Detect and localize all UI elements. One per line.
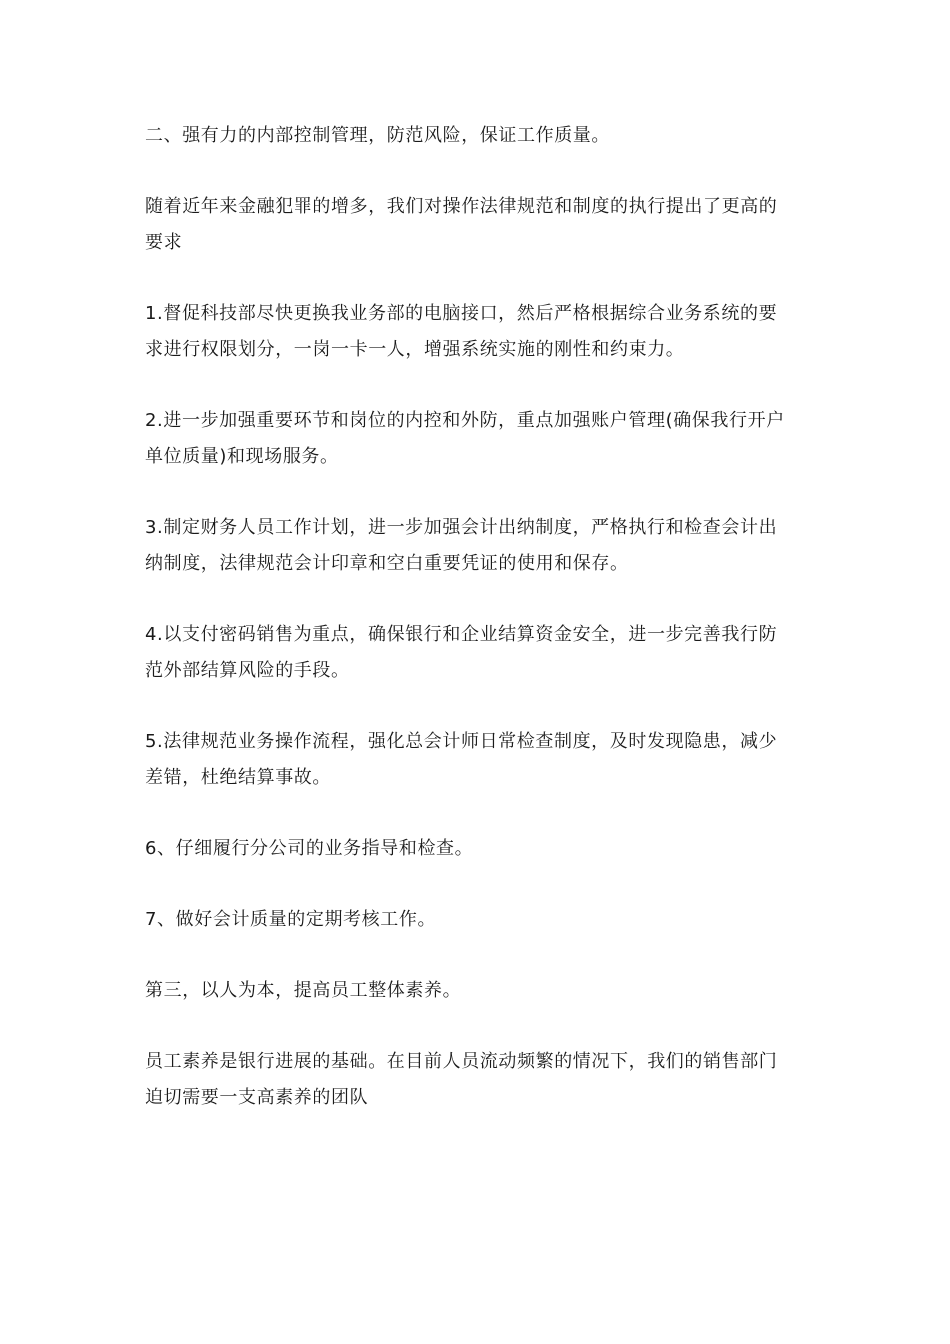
paragraph-line: 要求: [145, 232, 183, 253]
paragraph-line: 员工素养是银行进展的基础。在目前人员流动频繁的情况下，我们的销售部门: [145, 1051, 778, 1072]
paragraph-line: 单位质量)和现场服务。: [145, 446, 339, 467]
paragraph-line: 3.制定财务人员工作计划，进一步加强会计出纳制度，严格执行和检查会计出: [145, 517, 778, 538]
paragraph-line: 4.以支付密码销售为重点，确保银行和企业结算资金安全，进一步完善我行防: [145, 624, 778, 645]
list-item-3: [145, 510, 810, 582]
list-item-5: [145, 724, 810, 796]
paragraph-line: 2.进一步加强重要环节和岗位的内控和外防，重点加强账户管理(确保我行开户: [145, 410, 785, 431]
paragraph-heading-internal-control: [145, 118, 810, 154]
paragraph-line: 纳制度，法律规范会计印章和空白重要凭证的使用和保存。: [145, 553, 629, 574]
document-body: [145, 118, 810, 1151]
paragraph-line: 迫切需要一支高素养的团队: [145, 1087, 369, 1108]
paragraph-line: 6、仔细履行分公司的业务指导和检查。: [145, 838, 474, 859]
paragraph-line: 二、强有力的内部控制管理，防范风险，保证工作质量。: [145, 125, 610, 146]
paragraph-line: 范外部结算风险的手段。: [145, 660, 350, 681]
list-item-2: [145, 403, 810, 475]
list-item-6: [145, 831, 810, 867]
paragraph-staff-quality: [145, 1044, 810, 1116]
paragraph-line: 随着近年来金融犯罪的增多，我们对操作法律规范和制度的执行提出了更高的: [145, 196, 778, 217]
paragraph-intro: [145, 189, 810, 261]
list-item-1: [145, 296, 810, 368]
list-item-7: [145, 902, 810, 938]
paragraph-line: 差错，杜绝结算事故。: [145, 767, 331, 788]
paragraph-heading-people: [145, 973, 810, 1009]
paragraph-line: 第三，以人为本，提高员工整体素养。: [145, 980, 462, 1001]
list-item-4: [145, 617, 810, 689]
paragraph-line: 求进行权限划分，一岗一卡一人，增强系统实施的刚性和约束力。: [145, 339, 685, 360]
paragraph-line: 1.督促科技部尽快更换我业务部的电脑接口，然后严格根据综合业务系统的要: [145, 303, 778, 324]
paragraph-line: 5.法律规范业务操作流程，强化总会计师日常检查制度，及时发现隐患，减少: [145, 731, 778, 752]
paragraph-line: 7、做好会计质量的定期考核工作。: [145, 909, 437, 930]
